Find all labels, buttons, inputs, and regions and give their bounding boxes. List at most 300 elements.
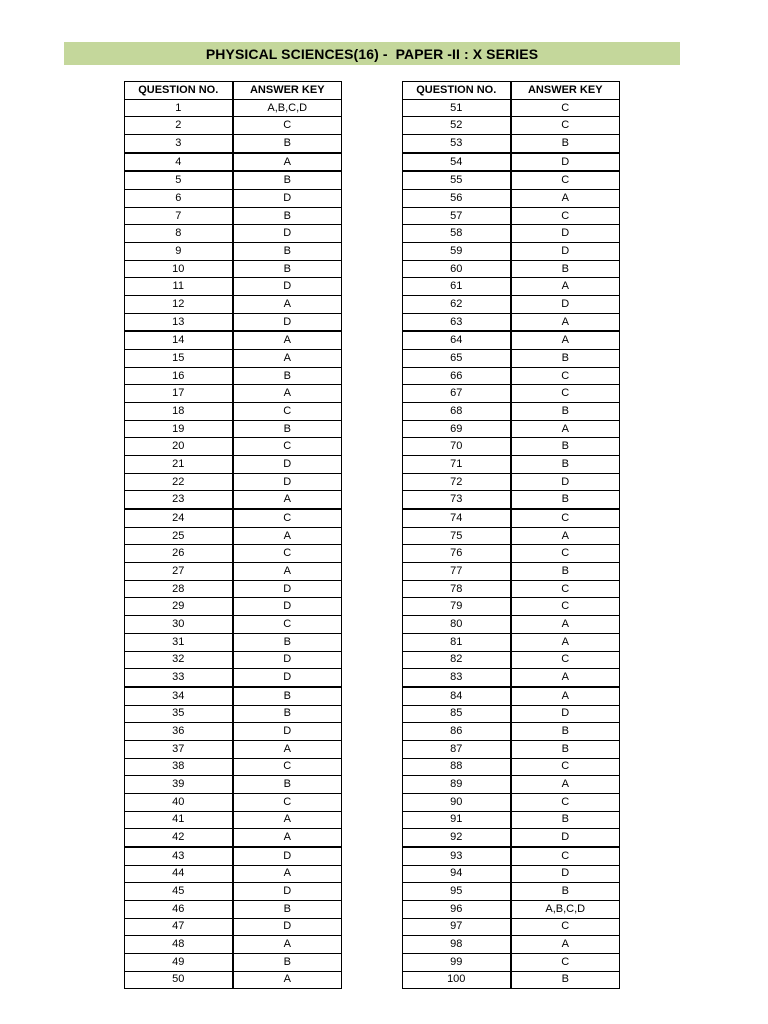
table-row: [403, 260, 620, 278]
answer-key: B: [511, 811, 620, 829]
question-number: 27: [125, 563, 233, 581]
question-number: 68: [403, 403, 511, 421]
question-number: 70: [403, 438, 511, 456]
answer-key: B: [233, 367, 342, 385]
table-row: [125, 385, 342, 403]
table-row: [403, 829, 620, 847]
table-row: [125, 243, 342, 261]
answer-key: A: [511, 687, 620, 705]
answer-key: D: [511, 705, 620, 723]
table-row: [403, 669, 620, 687]
question-number: 90: [403, 793, 511, 811]
table-row: [125, 918, 342, 936]
table-row: [403, 278, 620, 296]
question-number: 3: [125, 135, 233, 153]
answer-key: C: [511, 99, 620, 117]
question-number: 6: [125, 190, 233, 208]
question-number: 16: [125, 367, 233, 385]
table-row: [403, 367, 620, 385]
answer-key: B: [511, 740, 620, 758]
table-row: [125, 687, 342, 705]
table-row: [125, 438, 342, 456]
table-row: [125, 350, 342, 368]
question-number: 31: [125, 633, 233, 651]
answer-key: A: [511, 278, 620, 296]
question-no-header: QUESTION NO.: [403, 82, 511, 100]
table-row: [125, 313, 342, 331]
table-row: [403, 153, 620, 172]
table-row: [403, 385, 620, 403]
answer-key-rows-right: [403, 99, 620, 989]
question-number: 46: [125, 900, 233, 918]
question-number: 50: [125, 971, 233, 989]
question-number: 57: [403, 207, 511, 225]
answer-key: A: [233, 971, 342, 989]
table-row: [403, 331, 620, 349]
question-number: 30: [125, 616, 233, 634]
table-row: [403, 865, 620, 883]
table-row: [403, 651, 620, 669]
answer-key: D: [233, 190, 342, 208]
question-number: 28: [125, 580, 233, 598]
question-number: 25: [125, 527, 233, 545]
answer-key-header: ANSWER KEY: [511, 82, 620, 100]
answer-key: C: [511, 953, 620, 971]
page-title: PHYSICAL SCIENCES(16) - PAPER -II : X SERIES: [64, 42, 680, 65]
table-row: [125, 865, 342, 883]
question-number: 94: [403, 865, 511, 883]
answer-key: A,B,C,D: [233, 99, 342, 117]
table-row: [125, 633, 342, 651]
question-number: 75: [403, 527, 511, 545]
answer-key: B: [233, 171, 342, 189]
answer-key: C: [511, 580, 620, 598]
table-row: [125, 99, 342, 117]
answer-key: D: [233, 847, 342, 865]
answer-key: D: [233, 473, 342, 491]
table-row: [125, 883, 342, 901]
question-number: 13: [125, 313, 233, 331]
answer-key: A: [511, 669, 620, 687]
answer-key: A: [511, 776, 620, 794]
question-number: 47: [125, 918, 233, 936]
question-number: 38: [125, 758, 233, 776]
question-number: 20: [125, 438, 233, 456]
answer-key: D: [511, 829, 620, 847]
table-row: [125, 527, 342, 545]
question-number: 62: [403, 296, 511, 314]
question-number: 18: [125, 403, 233, 421]
table-row: [125, 367, 342, 385]
answer-key: C: [233, 758, 342, 776]
question-number: 11: [125, 278, 233, 296]
question-number: 89: [403, 776, 511, 794]
table-row: [403, 207, 620, 225]
table-row: [403, 350, 620, 368]
question-number: 32: [125, 651, 233, 669]
answer-key: D: [511, 865, 620, 883]
question-number: 100: [403, 971, 511, 989]
answer-key: C: [511, 598, 620, 616]
table-row: [403, 918, 620, 936]
answer-key: A: [233, 153, 342, 172]
table-row: [403, 171, 620, 189]
table-row: [125, 135, 342, 153]
answer-key: D: [233, 669, 342, 687]
table-row: [125, 171, 342, 189]
table-row: [403, 296, 620, 314]
question-number: 98: [403, 936, 511, 954]
table-row: [125, 278, 342, 296]
question-number: 65: [403, 350, 511, 368]
table-row: [125, 491, 342, 509]
answer-key: B: [511, 491, 620, 509]
table-row: [125, 563, 342, 581]
question-number: 52: [403, 117, 511, 135]
answer-key: D: [233, 883, 342, 901]
question-number: 26: [125, 545, 233, 563]
answer-key: B: [511, 260, 620, 278]
question-number: 10: [125, 260, 233, 278]
answer-key: A: [511, 527, 620, 545]
answer-key: B: [511, 403, 620, 421]
table-row: [403, 740, 620, 758]
answer-key-rows-left: [125, 99, 342, 989]
question-number: 73: [403, 491, 511, 509]
table-row: [125, 740, 342, 758]
answer-key: B: [233, 687, 342, 705]
answer-key: D: [511, 153, 620, 172]
question-number: 59: [403, 243, 511, 261]
question-number: 49: [125, 953, 233, 971]
table-row: [125, 669, 342, 687]
question-number: 54: [403, 153, 511, 172]
answer-key: C: [511, 793, 620, 811]
table-row: [125, 545, 342, 563]
answer-key: B: [233, 633, 342, 651]
question-number: 99: [403, 953, 511, 971]
table-row: [403, 135, 620, 153]
answer-key: C: [511, 758, 620, 776]
table-row: [125, 811, 342, 829]
table-row: [125, 936, 342, 954]
table-row: [403, 616, 620, 634]
table-row: [403, 776, 620, 794]
table-row: [125, 776, 342, 794]
table-row: [125, 331, 342, 349]
question-number: 45: [125, 883, 233, 901]
answer-key: B: [511, 135, 620, 153]
table-row: [125, 616, 342, 634]
question-number: 82: [403, 651, 511, 669]
answer-key: C: [511, 509, 620, 527]
table-row: [125, 900, 342, 918]
table-row: [403, 491, 620, 509]
question-number: 87: [403, 740, 511, 758]
answer-key: A: [511, 633, 620, 651]
answer-key: A: [233, 811, 342, 829]
table-row: [403, 847, 620, 865]
question-number: 77: [403, 563, 511, 581]
table-row: [403, 190, 620, 208]
table-row: [403, 456, 620, 474]
table-row: [403, 953, 620, 971]
table-row: [403, 883, 620, 901]
question-number: 12: [125, 296, 233, 314]
answer-key: D: [233, 225, 342, 243]
table-row: [125, 456, 342, 474]
question-number: 76: [403, 545, 511, 563]
table-row: [125, 953, 342, 971]
question-number: 51: [403, 99, 511, 117]
answer-key: C: [511, 651, 620, 669]
table-row: [403, 811, 620, 829]
question-number: 42: [125, 829, 233, 847]
table-row: [403, 545, 620, 563]
answer-key: D: [233, 278, 342, 296]
table-row: [403, 243, 620, 261]
question-number: 84: [403, 687, 511, 705]
answer-key: D: [233, 456, 342, 474]
answer-key: C: [511, 207, 620, 225]
answer-key: B: [233, 953, 342, 971]
question-number: 80: [403, 616, 511, 634]
table-row: [125, 758, 342, 776]
question-number: 44: [125, 865, 233, 883]
answer-key: B: [233, 776, 342, 794]
question-number: 58: [403, 225, 511, 243]
question-number: 15: [125, 350, 233, 368]
answer-key: D: [233, 580, 342, 598]
answer-key-header: ANSWER KEY: [233, 82, 342, 100]
answer-key: A: [511, 616, 620, 634]
table-row: [403, 225, 620, 243]
answer-key: C: [511, 847, 620, 865]
answer-key: B: [233, 243, 342, 261]
table-row: [125, 971, 342, 989]
answer-key: B: [233, 260, 342, 278]
answer-key: B: [233, 135, 342, 153]
answer-key: C: [511, 367, 620, 385]
question-number: 14: [125, 331, 233, 349]
question-number: 24: [125, 509, 233, 527]
answer-key: A: [233, 491, 342, 509]
answer-key: B: [233, 705, 342, 723]
table-row: [125, 847, 342, 865]
answer-key: A: [511, 936, 620, 954]
question-number: 5: [125, 171, 233, 189]
answer-key: A: [233, 563, 342, 581]
question-number: 64: [403, 331, 511, 349]
answer-key: D: [233, 651, 342, 669]
question-number: 35: [125, 705, 233, 723]
answer-key: C: [233, 403, 342, 421]
answer-key-table-right: [402, 81, 620, 989]
question-number: 39: [125, 776, 233, 794]
table-row: [403, 598, 620, 616]
question-number: 8: [125, 225, 233, 243]
answer-key: A: [511, 190, 620, 208]
answer-key: A: [511, 313, 620, 331]
question-number: 55: [403, 171, 511, 189]
question-number: 63: [403, 313, 511, 331]
answer-key: D: [511, 243, 620, 261]
table-row: [403, 420, 620, 438]
question-number: 78: [403, 580, 511, 598]
table-row: [125, 225, 342, 243]
table-row: [125, 793, 342, 811]
answer-key: A: [233, 740, 342, 758]
table-row: [403, 723, 620, 741]
answer-key: A: [233, 527, 342, 545]
answer-key: C: [233, 545, 342, 563]
question-number: 37: [125, 740, 233, 758]
question-number: 1: [125, 99, 233, 117]
answer-key: D: [511, 473, 620, 491]
question-number: 79: [403, 598, 511, 616]
table-row: [125, 829, 342, 847]
question-number: 93: [403, 847, 511, 865]
question-number: 17: [125, 385, 233, 403]
question-number: 72: [403, 473, 511, 491]
table-row: [403, 117, 620, 135]
question-number: 19: [125, 420, 233, 438]
answer-key: D: [511, 225, 620, 243]
answer-key: A: [511, 331, 620, 349]
answer-key: D: [511, 296, 620, 314]
answer-key: D: [233, 598, 342, 616]
question-number: 71: [403, 456, 511, 474]
question-number: 67: [403, 385, 511, 403]
question-number: 85: [403, 705, 511, 723]
answer-key: D: [233, 723, 342, 741]
table-row: [403, 793, 620, 811]
table-row: [125, 117, 342, 135]
answer-key: B: [511, 438, 620, 456]
question-number: 92: [403, 829, 511, 847]
answer-key: A,B,C,D: [511, 900, 620, 918]
answer-key: A: [233, 296, 342, 314]
question-number: 60: [403, 260, 511, 278]
answer-key: A: [233, 350, 342, 368]
question-number: 74: [403, 509, 511, 527]
question-number: 97: [403, 918, 511, 936]
table-row: [403, 313, 620, 331]
answer-key: B: [511, 883, 620, 901]
table-row: [125, 651, 342, 669]
answer-key: B: [511, 456, 620, 474]
answer-key: C: [233, 793, 342, 811]
table-row: [125, 473, 342, 491]
table-row: [403, 900, 620, 918]
table-row: [125, 580, 342, 598]
table-row: [125, 207, 342, 225]
answer-key: D: [233, 313, 342, 331]
answer-key: B: [233, 207, 342, 225]
question-number: 83: [403, 669, 511, 687]
question-number: 40: [125, 793, 233, 811]
table-row: [403, 563, 620, 581]
table-row: [125, 705, 342, 723]
answer-key: B: [233, 900, 342, 918]
question-number: 61: [403, 278, 511, 296]
table-row: [403, 509, 620, 527]
table-row: [125, 598, 342, 616]
answer-key: C: [233, 438, 342, 456]
answer-key: A: [233, 385, 342, 403]
question-number: 81: [403, 633, 511, 651]
table-row: [403, 99, 620, 117]
table-row: [125, 723, 342, 741]
table-row: [125, 296, 342, 314]
answer-key: C: [511, 171, 620, 189]
question-number: 95: [403, 883, 511, 901]
answer-key: A: [233, 829, 342, 847]
answer-key: B: [511, 971, 620, 989]
question-number: 9: [125, 243, 233, 261]
question-number: 21: [125, 456, 233, 474]
table-row: [403, 580, 620, 598]
answer-key: A: [511, 420, 620, 438]
answer-key: B: [511, 723, 620, 741]
answer-key: C: [511, 918, 620, 936]
answer-key: C: [233, 117, 342, 135]
table-row: [403, 403, 620, 421]
answer-key: C: [511, 117, 620, 135]
question-number: 69: [403, 420, 511, 438]
question-number: 33: [125, 669, 233, 687]
answer-key: A: [233, 865, 342, 883]
table-row: [125, 420, 342, 438]
answer-key: A: [233, 936, 342, 954]
question-number: 53: [403, 135, 511, 153]
table-row: [125, 190, 342, 208]
table-row: [125, 403, 342, 421]
table-row: [403, 633, 620, 651]
question-number: 88: [403, 758, 511, 776]
answer-key: C: [511, 545, 620, 563]
answer-key: C: [511, 385, 620, 403]
question-number: 96: [403, 900, 511, 918]
table-row: [403, 758, 620, 776]
question-number: 41: [125, 811, 233, 829]
question-number: 91: [403, 811, 511, 829]
table-row: [125, 153, 342, 172]
table-row: [403, 527, 620, 545]
answer-key: B: [511, 350, 620, 368]
question-number: 66: [403, 367, 511, 385]
answer-key: C: [233, 616, 342, 634]
question-number: 2: [125, 117, 233, 135]
question-number: 86: [403, 723, 511, 741]
table-row: [403, 438, 620, 456]
table-row: [125, 260, 342, 278]
question-no-header: QUESTION NO.: [125, 82, 233, 100]
question-number: 56: [403, 190, 511, 208]
answer-key: D: [233, 918, 342, 936]
question-number: 34: [125, 687, 233, 705]
answer-key: B: [233, 420, 342, 438]
question-number: 4: [125, 153, 233, 172]
table-row: [403, 971, 620, 989]
table-row: [125, 509, 342, 527]
question-number: 23: [125, 491, 233, 509]
question-number: 43: [125, 847, 233, 865]
question-number: 48: [125, 936, 233, 954]
question-number: 29: [125, 598, 233, 616]
answer-key: B: [511, 563, 620, 581]
table-row: [403, 687, 620, 705]
